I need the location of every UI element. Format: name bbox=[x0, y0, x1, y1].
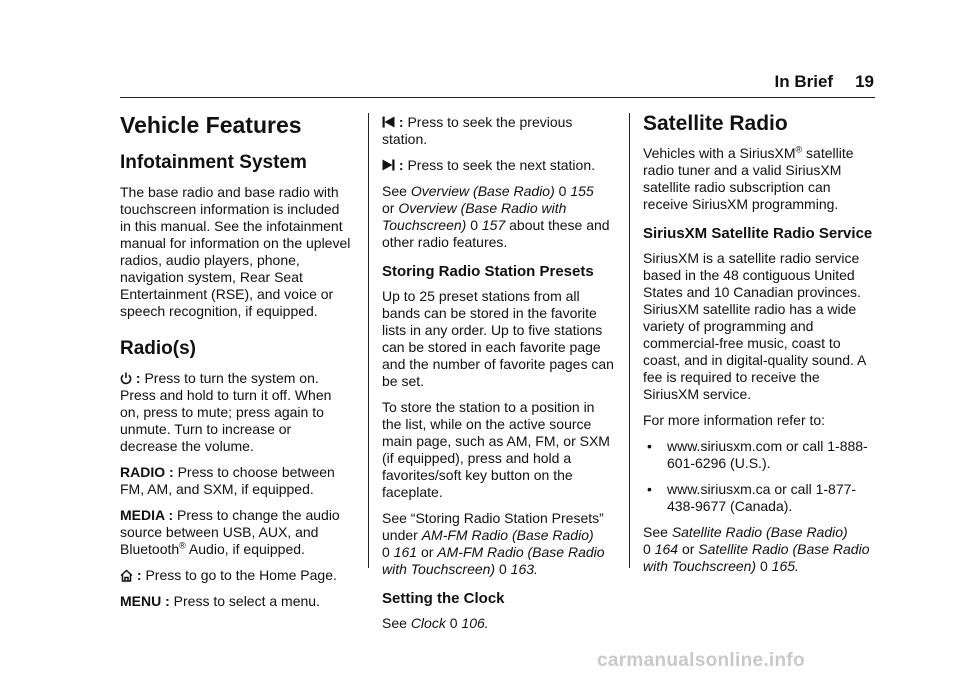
see-satellite bbox=[643, 524, 875, 575]
seek-next-colon: : bbox=[398, 157, 404, 173]
section-title: In Brief bbox=[774, 72, 834, 91]
column-3 bbox=[643, 107, 875, 584]
page-ref[interactable]: 161 bbox=[393, 544, 418, 560]
seek-next-icon bbox=[382, 159, 395, 171]
home-text: Press to go to the Home Page. bbox=[145, 567, 337, 583]
page-number: 19 bbox=[855, 72, 874, 91]
seek-previous-colon: : bbox=[398, 114, 404, 130]
menu-item bbox=[120, 593, 352, 610]
seek-previous-icon bbox=[382, 116, 395, 128]
see-presets bbox=[382, 510, 614, 578]
list-item bbox=[643, 481, 875, 515]
menu-label: MENU : bbox=[120, 593, 170, 609]
page-arrow: 0 bbox=[643, 541, 651, 557]
infotainment-paragraph: The base radio and base radio with touchscreen information is included in this manual. See the infotainment manual for information on the uplevel radios, audio players, phone, navigation system, Rear Seat Entertainment (RSE), and voice or speech recognition, if equipped. bbox=[120, 184, 351, 319]
heading-radios: Radio(s) bbox=[120, 338, 196, 359]
page-arrow: 0 bbox=[498, 561, 507, 577]
or-text: or bbox=[382, 200, 395, 216]
seek-next-text: Press to seek the next station. bbox=[407, 157, 595, 173]
presets-paragraph-1: Up to 25 preset stations from all bands can be stored in the favorite lists in any order. Up to five stations can be stored in each favorite page and the number of favorite pages can be set. bbox=[382, 288, 614, 389]
home-icon bbox=[120, 569, 133, 582]
watermark: carmanualsonline.info bbox=[597, 650, 805, 671]
registered-mark: ® bbox=[795, 144, 803, 155]
header-divider bbox=[120, 97, 875, 98]
media-item bbox=[120, 507, 352, 558]
page-arrow: 0 bbox=[759, 558, 768, 574]
see-tail: about these and other radio features. bbox=[382, 217, 610, 250]
see-text: See bbox=[643, 524, 672, 540]
page-ref[interactable]: 163. bbox=[510, 561, 538, 577]
heading-siriusxm-service: SiriusXM Satellite Radio Service bbox=[643, 225, 873, 242]
heading-infotainment: Infotainment System bbox=[120, 152, 307, 173]
ref-amfm-base[interactable]: AM-FM Radio (Base Radio) bbox=[421, 527, 594, 543]
ref-overview-touch[interactable]: Overview (Base Radio with Touchscreen) bbox=[382, 200, 567, 233]
ref-overview-base[interactable]: Overview (Base Radio) bbox=[410, 183, 555, 199]
see-text: See “Storing Radio Station Presets” under bbox=[382, 510, 604, 543]
heading-setting-clock: Setting the Clock bbox=[382, 590, 505, 607]
satellite-paragraph bbox=[643, 145, 875, 213]
radio-item bbox=[120, 464, 352, 498]
see-text: See bbox=[382, 615, 411, 631]
list-item bbox=[643, 438, 875, 472]
media-label: MEDIA : bbox=[120, 507, 174, 523]
bullet-text: www.siriusxm.ca or call 1-877-438-9677 (Canada). bbox=[667, 481, 857, 514]
page-arrow: 0 bbox=[558, 183, 567, 199]
heading-storing-presets: Storing Radio Station Presets bbox=[382, 263, 594, 280]
seek-previous-text: Press to seek the previous station. bbox=[382, 114, 573, 147]
power-colon: : bbox=[135, 370, 141, 386]
column-divider-2 bbox=[629, 113, 630, 568]
radio-label: RADIO : bbox=[120, 464, 174, 480]
page-arrow: 0 bbox=[449, 615, 458, 631]
power-icon bbox=[120, 372, 132, 385]
siriusxm-paragraph: SiriusXM is a satellite radio service based in the 48 contiguous United States and 10 Canadian provinces. SiriusXM satellite radio has a wide variety of programming and commercial-free music, coast to coast, and in digital-quality sound. A fee is required to receive the SiriusXM service. bbox=[643, 250, 866, 402]
menu-text: Press to select a menu. bbox=[173, 593, 320, 609]
ref-satellite-touch[interactable]: Satellite Radio (Base Radio with Touchscreen) bbox=[643, 541, 870, 574]
page-ref[interactable]: 164 bbox=[654, 541, 679, 557]
page-ref[interactable]: 157 bbox=[481, 217, 506, 233]
column-1 bbox=[120, 107, 352, 619]
page-header bbox=[775, 72, 874, 92]
radio-text: Press to choose between FM, AM, and SXM, if equipped. bbox=[120, 464, 335, 497]
home-item bbox=[120, 567, 352, 584]
or-text: or bbox=[420, 544, 434, 560]
media-text-end: Audio, if equipped. bbox=[185, 541, 305, 557]
or-text: or bbox=[681, 541, 695, 557]
page-ref[interactable]: 106. bbox=[461, 615, 489, 631]
ref-satellite-base[interactable]: Satellite Radio (Base Radio) bbox=[671, 524, 848, 540]
see-clock bbox=[382, 615, 614, 632]
bullet-dot: • bbox=[647, 481, 652, 497]
home-colon: : bbox=[136, 567, 142, 583]
heading-satellite-radio: Satellite Radio bbox=[643, 112, 788, 135]
sat-text-end: satellite radio tuner and a valid SiriusXM satellite radio subscription can receive SiriusXM programming. bbox=[643, 145, 854, 212]
power-text: Press to turn the system on. Press and hold to turn it off. When on, press to mute; press again to unmute. Turn to increase or decrease the volume. bbox=[120, 370, 332, 454]
presets-paragraph-2: To store the station to a position in the list, while on the active source main page, such as AM, FM, or SXM (if equipped), press and hold a favorites/soft key button on the faceplate. bbox=[382, 399, 610, 500]
page-arrow: 0 bbox=[382, 544, 390, 560]
media-text: Press to change the audio source between USB, AUX, and Bluetooth bbox=[120, 507, 340, 557]
column-divider-1 bbox=[368, 113, 369, 568]
see-text: See bbox=[382, 183, 411, 199]
see-overview bbox=[382, 183, 614, 251]
heading-vehicle-features: Vehicle Features bbox=[120, 112, 302, 138]
bullet-dot: • bbox=[647, 438, 652, 454]
seek-next-item bbox=[382, 157, 614, 174]
page-arrow: 0 bbox=[470, 217, 478, 233]
ref-clock[interactable]: Clock bbox=[410, 615, 446, 631]
sat-text: Vehicles with a SiriusXM bbox=[643, 145, 796, 161]
ref-amfm-touch[interactable]: AM-FM Radio (Base Radio with Touchscreen) bbox=[382, 544, 605, 577]
power-item bbox=[120, 370, 352, 455]
registered-mark: ® bbox=[179, 540, 186, 551]
column-2 bbox=[382, 114, 614, 641]
page-ref[interactable]: 165. bbox=[771, 558, 799, 574]
bullet-text: www.siriusxm.com or call 1-888-601-6296 (U.S.). bbox=[667, 438, 868, 471]
seek-previous-item bbox=[382, 114, 614, 148]
page-ref[interactable]: 155 bbox=[570, 183, 594, 199]
more-info: For more information refer to: bbox=[643, 412, 826, 428]
